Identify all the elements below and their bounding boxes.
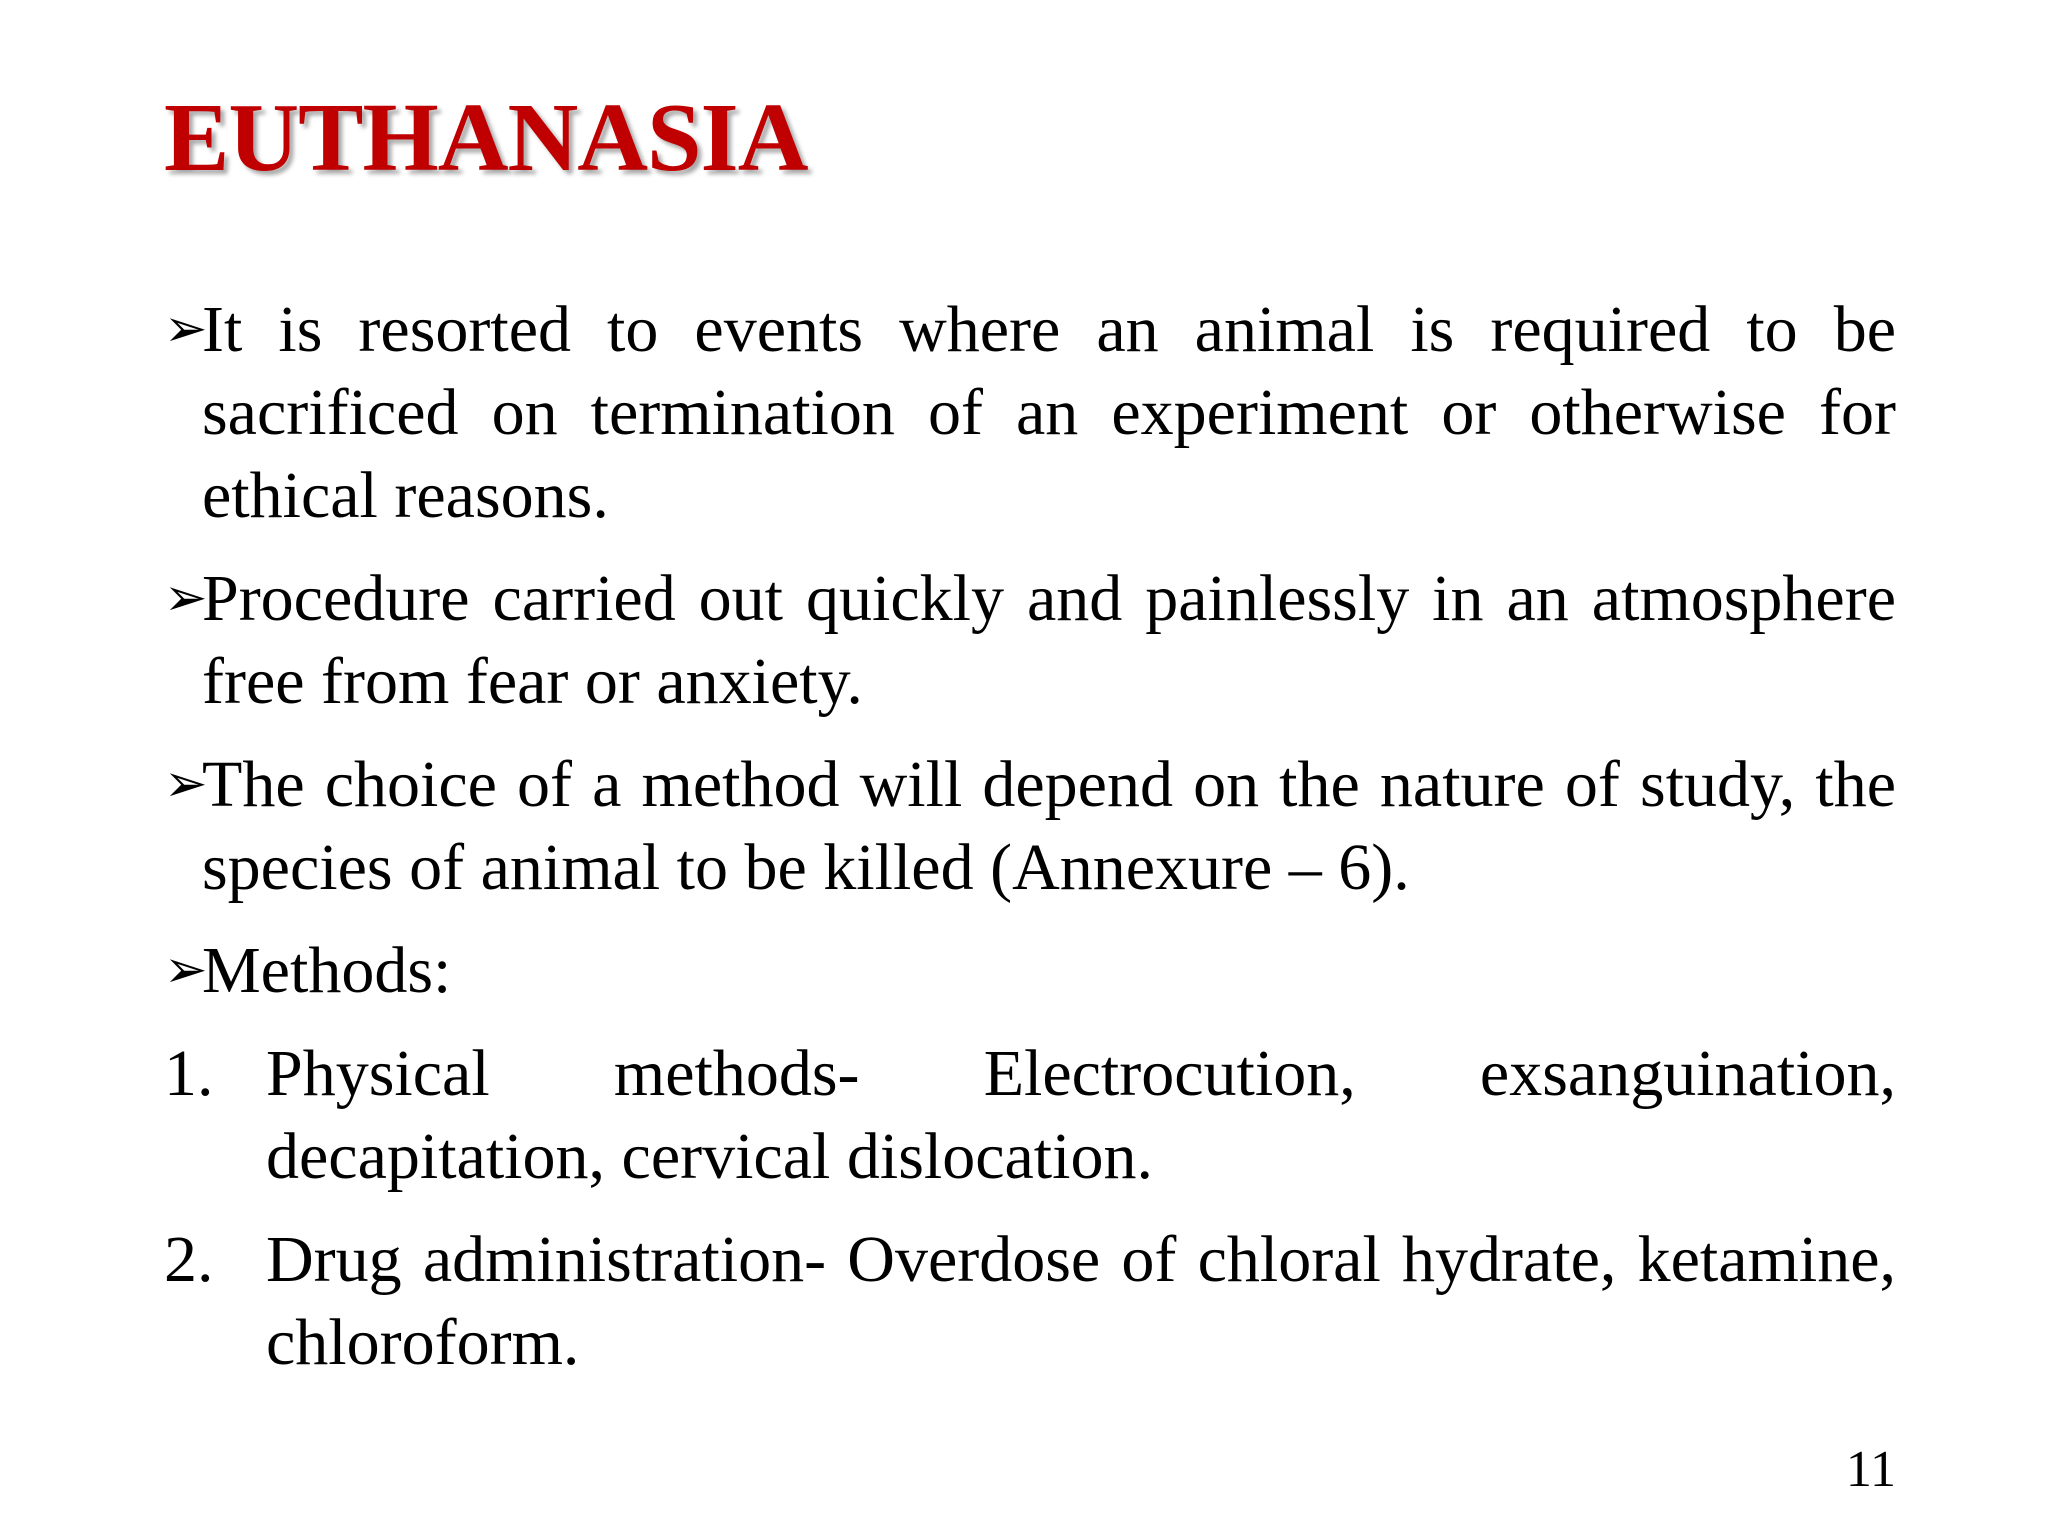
- item-number: 2.: [164, 1223, 214, 1296]
- bullet-item: [164, 743, 1896, 909]
- arrow-bullet-icon: ➢: [164, 754, 208, 814]
- item-number: 1.: [164, 1037, 214, 1110]
- bullet-text: Methods:: [202, 934, 452, 1007]
- bullet-text: Procedure carried out quickly and painlessly in an atmosphere free from fear or anxiety.: [202, 562, 1896, 718]
- arrow-bullet-icon: ➢: [164, 940, 208, 1000]
- arrow-bullet-icon: ➢: [164, 299, 208, 359]
- arrow-bullet-icon: ➢: [164, 568, 208, 628]
- slide-content: [164, 288, 1896, 1404]
- bullet-text: The choice of a method will depend on the nature of study, the species of animal to be killed (Annexure – 6).: [202, 748, 1896, 904]
- bullet-item: [164, 929, 1896, 1012]
- numbered-item-text: Drug administration- Overdose of chloral hydrate, ketamine, chloroform.: [266, 1223, 1896, 1379]
- bullet-text: It is resorted to events where an animal is required to be sacrificed on termination of an experiment or otherwise for ethical reasons.: [202, 293, 1896, 532]
- slide-title: EUTHANASIA: [164, 84, 808, 192]
- numbered-item: [164, 1032, 1896, 1198]
- page-number: 11: [1845, 1441, 1896, 1498]
- numbered-item: [164, 1218, 1896, 1384]
- bullet-item: [164, 557, 1896, 723]
- bullet-item: [164, 288, 1896, 537]
- numbered-item-text: Physical methods- Electrocution, exsanguination, decapitation, cervical dislocation.: [266, 1037, 1896, 1193]
